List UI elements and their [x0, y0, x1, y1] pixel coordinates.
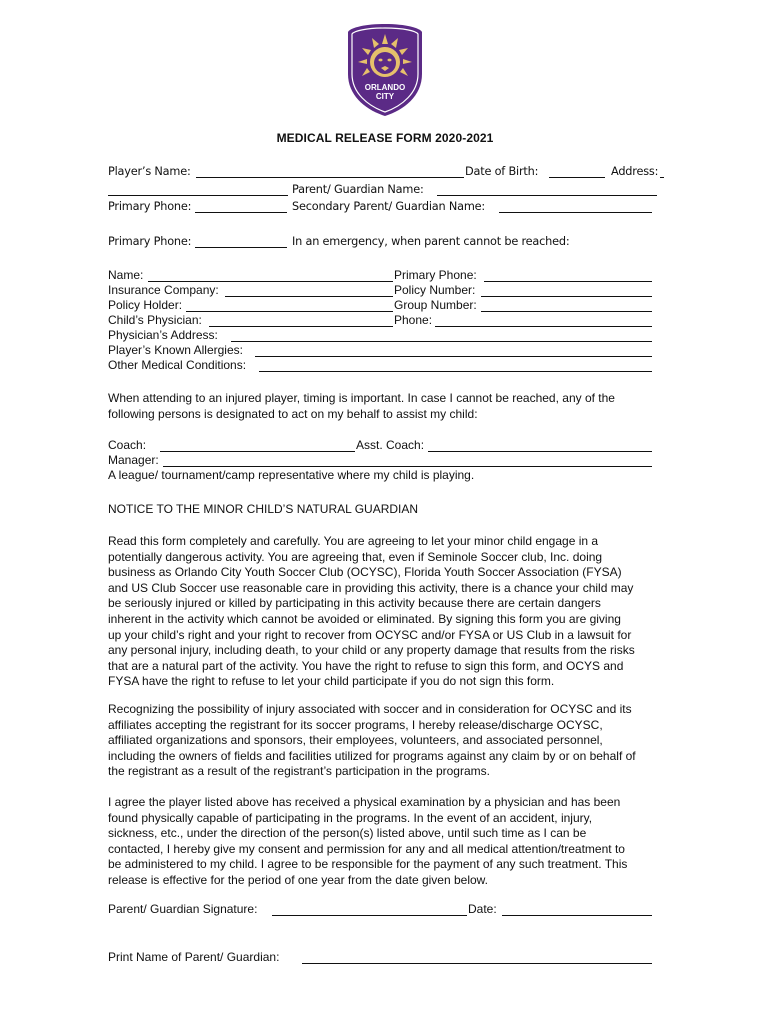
consent-paragraph: I agree the player listed above has received a physical examination by a physician and has been found physically capable of participating in the programs. In the event of an accident, injury, sickness, etc., under the direction of the person(s) listed above, until such time as I can be contacted, I hereby give my consent and permission for any and all medical attention/treatment to be administered to my child. I agree to be responsible for the payment of any such treatment. This release is effective for the period of one year from the date given below. — [108, 795, 628, 887]
print-name-field[interactable] — [302, 963, 652, 964]
parent-guardian-signature-field[interactable] — [272, 915, 467, 916]
contact-primary-phone-field[interactable] — [484, 281, 652, 282]
physicians-address-label: Physician’s Address: — [108, 328, 218, 342]
policy-holder-field[interactable] — [186, 311, 393, 312]
primary-phone-label-2: Primary Phone: — [108, 235, 192, 248]
secondary-parent-guardian-name-field[interactable] — [499, 212, 652, 213]
contact-primary-phone-label: Primary Phone: — [394, 268, 477, 282]
childs-physician-label: Child’s Physician: — [108, 313, 202, 327]
group-number-label: Group Number: — [394, 298, 477, 312]
primary-phone-field-1[interactable] — [195, 212, 287, 213]
players-name-label: Player’s Name: — [108, 165, 191, 178]
coach-field[interactable] — [160, 451, 355, 452]
secondary-parent-guardian-name-label: Secondary Parent/ Guardian Name: — [292, 200, 485, 213]
insurance-company-label: Insurance Company: — [108, 283, 219, 297]
parent-guardian-name-label: Parent/ Guardian Name: — [292, 183, 424, 196]
signature-date-field[interactable] — [502, 915, 652, 916]
primary-phone-field-2[interactable] — [195, 247, 287, 248]
childs-physician-field[interactable] — [209, 326, 393, 327]
asst-coach-field[interactable] — [428, 451, 652, 452]
insurance-company-field[interactable] — [225, 296, 393, 297]
coach-label: Coach: — [108, 438, 147, 452]
group-number-field[interactable] — [481, 311, 652, 312]
address-field-continued[interactable] — [108, 195, 288, 196]
orlando-city-logo — [346, 22, 424, 118]
address-label: Address: — [611, 165, 659, 178]
policy-holder-label: Policy Holder: — [108, 298, 183, 312]
players-name-field[interactable] — [196, 177, 464, 178]
print-name-label: Print Name of Parent/ Guardian: — [108, 950, 280, 964]
designation-paragraph: When attending to an injured player, timing is important. In case I cannot be reached, any of the following persons is designated to act on my behalf to assist my child: — [108, 391, 615, 421]
signature-date-label: Date: — [468, 902, 497, 916]
physician-phone-field[interactable] — [435, 326, 652, 327]
manager-field[interactable] — [163, 466, 652, 467]
physician-phone-label: Phone: — [394, 313, 433, 327]
policy-number-field[interactable] — [481, 296, 652, 297]
known-allergies-label: Player’s Known Allergies: — [108, 343, 243, 357]
address-field[interactable] — [660, 177, 664, 178]
manager-label: Manager: — [108, 453, 159, 467]
contact-name-label: Name: — [108, 268, 144, 282]
known-allergies-field[interactable] — [255, 356, 652, 357]
date-of-birth-field[interactable] — [549, 177, 605, 178]
risk-notice-paragraph: Read this form completely and carefully. You are agreeing to let your minor child engage in a potentially dangerous activity. You are agreeing that, even if Seminole Soccer club, Inc. doing business as Orlando City Youth Soccer Club (OCYSC), Florida Youth Soccer Association (FYSA) and US Club Soccer use reasonable care in providing this activity, there is a chance your child may be seriously injured or killed by participating in this activity because there are certain dangers inherent in the activity which cannot be avoided or eliminated. By signing this form you are giving up your child’s right and your right to recover from OCYSC and/or FYSA or US Club in a lawsuit for any personal injury, including death, to your child or any property damage that results from the risks that are a natural part of the activity. You have the right to refuse to sign this form, and OCYS and FYSA have the right to refuse to let your child participate if you do not sign this form. — [108, 534, 635, 689]
primary-phone-label-1: Primary Phone: — [108, 200, 192, 213]
emergency-instruction-text: In an emergency, when parent cannot be reached: — [292, 235, 570, 248]
parent-guardian-signature-label: Parent/ Guardian Signature: — [108, 902, 258, 916]
logo-text-city: CITY — [375, 92, 395, 101]
physicians-address-field[interactable] — [231, 341, 652, 342]
other-medical-conditions-field[interactable] — [259, 371, 652, 372]
policy-number-label: Policy Number: — [394, 283, 476, 297]
parent-guardian-name-field[interactable] — [437, 195, 657, 196]
notice-heading: NOTICE TO THE MINOR CHILD’S NATURAL GUARDIAN — [108, 502, 419, 516]
asst-coach-label: Asst. Coach: — [356, 438, 425, 452]
release-paragraph: Recognizing the possibility of injury associated with soccer and in consideration for OCYSC and its affiliates accepting the registrant for its soccer programs, I hereby release/discharge OCYSC, affiliated organizations and sponsors, their employees, volunteers, and associated personnel, including the owners of fields and facilities utilized for programs against any claim by or on behalf of the registrant as a result of the registrant’s participation in the programs. — [108, 702, 636, 779]
league-representative-text: A league/ tournament/camp representative where my child is playing. — [108, 468, 475, 482]
contact-name-field[interactable] — [148, 281, 393, 282]
date-of-birth-label: Date of Birth: — [465, 165, 539, 178]
form-title: MEDICAL RELEASE FORM 2020-2021 — [276, 131, 494, 145]
other-medical-conditions-label: Other Medical Conditions: — [108, 358, 247, 372]
logo-text-orlando: ORLANDO — [364, 83, 406, 92]
